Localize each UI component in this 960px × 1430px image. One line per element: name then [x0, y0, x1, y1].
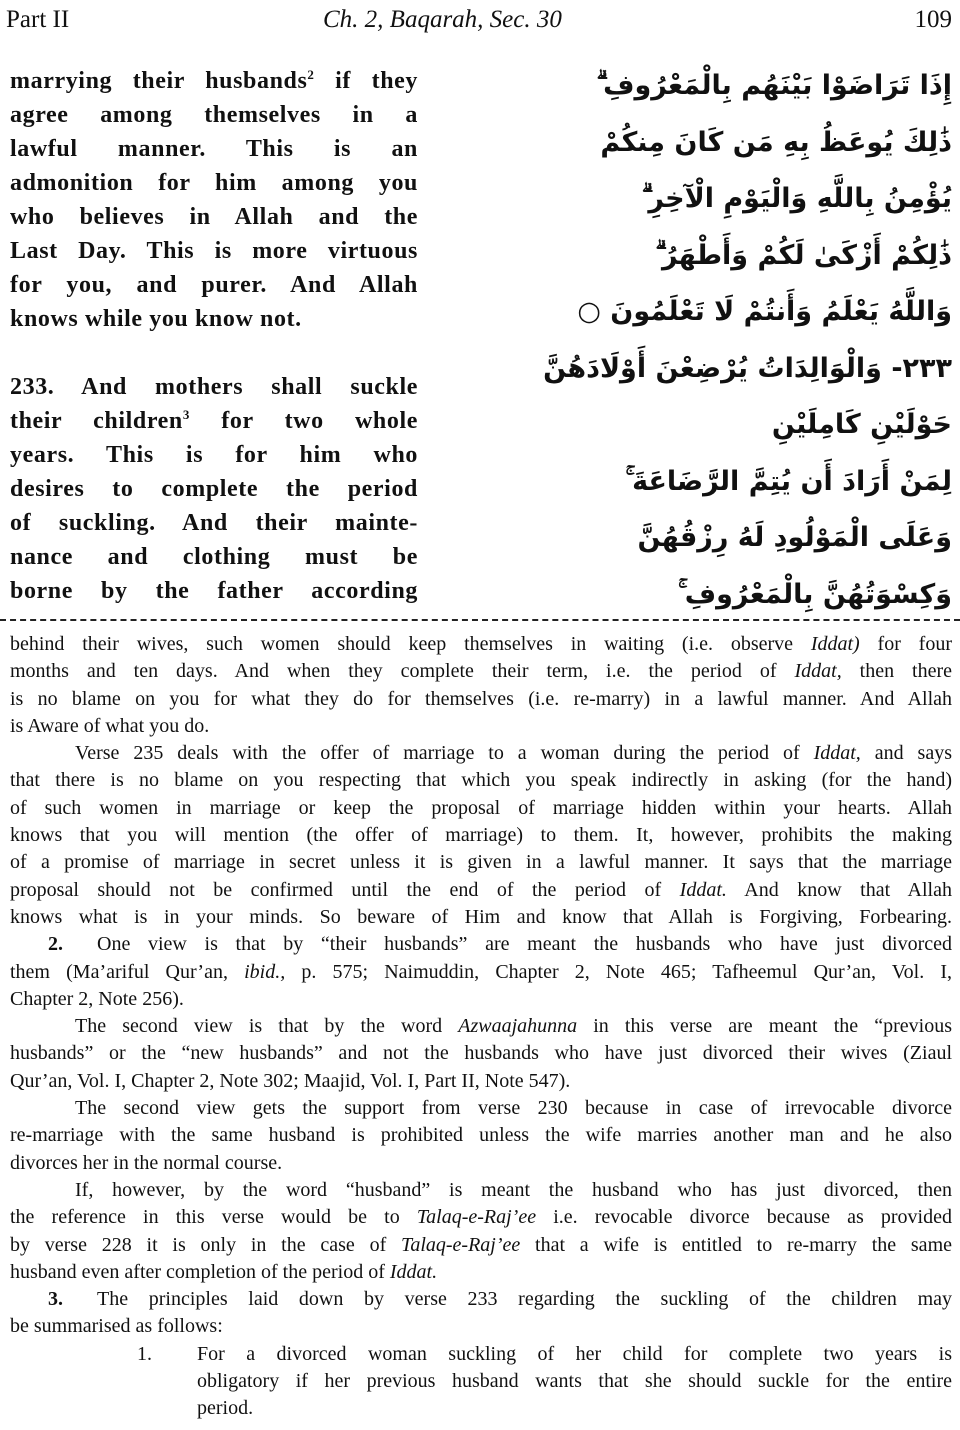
- text-segment: The second view is that by the word: [75, 1015, 459, 1038]
- text-segment: of such women in marriage or keep the proposal of marriage hidden within your hearts. Allah: [10, 796, 952, 819]
- text-segment: if they: [314, 68, 418, 94]
- footnote-ref: 3: [182, 407, 190, 422]
- translation-line: [10, 506, 418, 540]
- note-line: [10, 877, 952, 904]
- commentary-notes: [10, 631, 952, 1423]
- text-segment: then there: [841, 660, 953, 683]
- text-segment: behind their wives, such women should keep themselves in waiting (i.e. observe: [10, 633, 811, 655]
- text-segment: nance and clothing must be: [10, 544, 418, 570]
- text-segment: p. 575; Naimuddin, Chapter 2, Note 465; Tafheemul Qur’an, Vol. I,: [285, 960, 952, 983]
- text-segment: husbands” or the “new husbands” and not the husbands who have just divorced their wives (Ziaul: [10, 1042, 952, 1065]
- note-line: [10, 986, 952, 1013]
- italic-term: ibid.,: [244, 960, 286, 983]
- text-segment: i.e. revocable divorce because as provided: [536, 1206, 952, 1229]
- note-line: [10, 713, 952, 740]
- note-line: [10, 931, 952, 958]
- translation-line: [10, 574, 418, 608]
- note-number: 2.: [48, 933, 63, 956]
- translation-line: [10, 268, 418, 302]
- paragraph-gap: [10, 336, 418, 370]
- translation-line: [10, 404, 418, 438]
- note-line: [10, 1013, 952, 1040]
- note-line: [10, 822, 952, 849]
- note-line: [10, 849, 952, 876]
- note-line: [10, 1341, 952, 1368]
- italic-term: Iddat,: [794, 660, 842, 683]
- text-segment: One view is that by “their husbands” are meant the husbands who have just divorced: [97, 933, 952, 956]
- text-segment: for two whole: [189, 408, 418, 434]
- note-line: [10, 959, 952, 986]
- note-line: [10, 767, 952, 794]
- text-segment: and says: [860, 742, 952, 765]
- text-segment: for you, and purer. And Allah: [10, 272, 418, 298]
- note-line: [10, 1068, 952, 1095]
- italic-term: Iddat.: [679, 878, 727, 901]
- arabic-line: ذَٰلِكُمْ أَزْكَىٰ لَكُمْ وَأَطْهَرُ ۗ: [655, 239, 952, 271]
- translation-line: [10, 540, 418, 574]
- note-line: [10, 1177, 952, 1204]
- text-segment: for four: [859, 633, 952, 655]
- note-line: [10, 1040, 952, 1067]
- text-segment: knows that you will mention (the offer of marriage) to them. It, however, prohibits the making: [10, 824, 952, 847]
- text-segment: For a divorced woman suckling of her child for complete two years is: [197, 1342, 952, 1365]
- italic-term: Iddat,: [813, 742, 861, 765]
- text-segment: that there is no blame on you respecting that which you speak indirectly in asking (for the hand): [10, 769, 952, 792]
- arabic-line: إِذَا تَرَاضَوْا بَيْنَهُم بِالْمَعْرُوفِ ۗ: [596, 70, 952, 101]
- arabic-line: ٢٣٣- وَالْوَالِدَاتُ يُرْضِعْنَ أَوْلَادَهُنَّ: [543, 352, 952, 384]
- italic-term: Iddat): [810, 633, 860, 655]
- text-segment: the reference in this verse would be to: [10, 1206, 417, 1229]
- note-line: [10, 1204, 952, 1231]
- note-line: [10, 1368, 952, 1395]
- text-segment: husband even after completion of the period of: [10, 1260, 390, 1283]
- text-segment: by verse 228 it is only in the case of: [10, 1233, 402, 1256]
- text-segment: The second view gets the support from verse 230 because in case of irrevocable divorce: [75, 1097, 952, 1120]
- running-header-section: Ch. 2, Baqarah, Sec. 30: [323, 6, 562, 33]
- text-segment: in this verse are meant the “previous: [577, 1015, 953, 1038]
- italic-term: Talaq-e-Raj’ee: [416, 1206, 537, 1229]
- list-number: 1.: [137, 1342, 152, 1365]
- text-segment: lawful manner. This is an: [10, 136, 418, 162]
- note-line: [10, 686, 952, 713]
- translation-line: [10, 132, 418, 166]
- arabic-line: حَوْلَيْنِ كَامِلَيْنِ: [771, 409, 952, 440]
- text-segment: of suckling. And their mainte-: [10, 510, 418, 536]
- translation-line: [10, 302, 418, 336]
- text-segment: Qur’an, Vol. I, Chapter 2, Note 302; Maajid, Vol. I, Part II, Note 547).: [10, 1069, 571, 1092]
- arabic-line: وَعَلَى الْمَوْلُودِ لَهُ رِزْقُهُنَّ: [637, 522, 952, 553]
- arabic-line: وَكِسْوَتُهُنَّ بِالْمَعْرُوفِ ۚ: [678, 578, 952, 610]
- text-segment: 233. And mothers shall suckle: [10, 374, 418, 400]
- text-segment: years. This is for him who: [10, 442, 418, 468]
- text-segment: proposal should not be confirmed until the end of the period of: [10, 878, 680, 901]
- note-line: [10, 795, 952, 822]
- text-segment: obligatory if her previous husband wants that she should suckle for the entire: [197, 1370, 952, 1393]
- note-line: [10, 740, 952, 767]
- text-segment: Chapter 2, Note 256).: [10, 987, 184, 1010]
- text-segment: Verse 235 deals with the offer of marriage to a woman during the period of: [75, 742, 814, 765]
- note-line: [10, 1286, 952, 1313]
- text-segment: agree among themselves in a: [10, 102, 418, 128]
- text-segment: admonition for him among you: [10, 170, 418, 196]
- italic-term: Iddat.: [389, 1260, 438, 1283]
- note-number: 3.: [48, 1288, 63, 1311]
- text-segment: months and ten days. And when they complete their term, i.e. the period of: [10, 660, 795, 683]
- note-line: [10, 1313, 952, 1340]
- text-segment: If, however, by the word “husband” is meant the husband who has just divorced, then: [75, 1178, 952, 1201]
- translation-line: [10, 166, 418, 200]
- text-segment: of a promise of marriage in secret unless it is given in a lawful manner. It says that the marriage: [10, 851, 952, 874]
- text-segment: is Aware of what you do.: [10, 714, 210, 737]
- text-segment: divorces her in the normal course.: [10, 1151, 283, 1174]
- translation-line: [10, 438, 418, 472]
- text-segment: knows while you know not.: [10, 306, 302, 332]
- text-segment: period.: [197, 1397, 254, 1420]
- page-number: 109: [914, 6, 952, 33]
- arabic-line: يُؤْمِنُ بِاللَّهِ وَالْيَوْمِ الْآخِرِ ۗ: [641, 183, 952, 214]
- translation-line: [10, 64, 418, 98]
- note-line: [10, 1395, 952, 1422]
- translation-column: [10, 64, 418, 608]
- running-header-part: Part II: [6, 6, 70, 33]
- footnote-ref: 2: [307, 67, 315, 82]
- arabic-line: لِمَنْ أَرَادَ أَن يُتِمَّ الرَّضَاعَةَ ۚ: [625, 465, 952, 497]
- text-segment: The principles laid down by verse 233 regarding the suckling of the children may: [97, 1288, 952, 1311]
- arabic-line: ذَٰلِكَ يُوعَظُ بِهِ مَن كَانَ مِنكُمْ: [600, 126, 952, 158]
- italic-term: Azwaajahunna: [458, 1015, 578, 1038]
- text-segment: them (Ma’ariful Qur’an,: [10, 960, 245, 983]
- arabic-line: وَاللَّهُ يَعْلَمُ وَأَنتُمْ لَا تَعْلَمُونَ ○: [577, 296, 952, 327]
- text-segment: is no blame on you for what they do for themselves (i.e. re-marry) in a lawful manner. And Allah: [10, 687, 952, 710]
- translation-line: [10, 200, 418, 234]
- text-segment: desires to complete the period: [10, 476, 418, 502]
- text-segment: be summarised as follows:: [10, 1315, 223, 1338]
- note-line: [10, 904, 952, 931]
- text-segment: knows what is in your minds. So beware of Him and know that Allah is Forgiving, Forbearing.: [10, 905, 952, 928]
- text-segment: Last Day. This is more virtuous: [10, 238, 418, 264]
- translation-line: [10, 234, 418, 268]
- note-line: [10, 1150, 952, 1177]
- text-segment: who believes in Allah and the: [10, 204, 418, 230]
- arabic-verse-column: [543, 58, 952, 623]
- text-segment: re-marriage with the same husband is prohibited unless the wife marries another man and he also: [10, 1124, 952, 1147]
- note-line: [10, 1259, 952, 1286]
- note-line: [10, 1232, 952, 1259]
- translation-line: [10, 472, 418, 506]
- italic-term: Talaq-e-Raj’ee: [401, 1233, 521, 1256]
- text-segment: marrying their husbands: [10, 68, 308, 94]
- text-segment: their children: [10, 408, 183, 434]
- note-line: [10, 658, 952, 685]
- note-line: [10, 631, 952, 658]
- translation-line: [10, 370, 418, 404]
- footnote-divider: [0, 619, 960, 621]
- text-segment: that a wife is entitled to re-marry the same: [520, 1233, 952, 1256]
- text-segment: borne by the father according: [10, 578, 418, 604]
- note-line: [10, 1122, 952, 1149]
- translation-line: [10, 98, 418, 132]
- note-line: [10, 1095, 952, 1122]
- text-segment: And know that Allah: [726, 878, 952, 901]
